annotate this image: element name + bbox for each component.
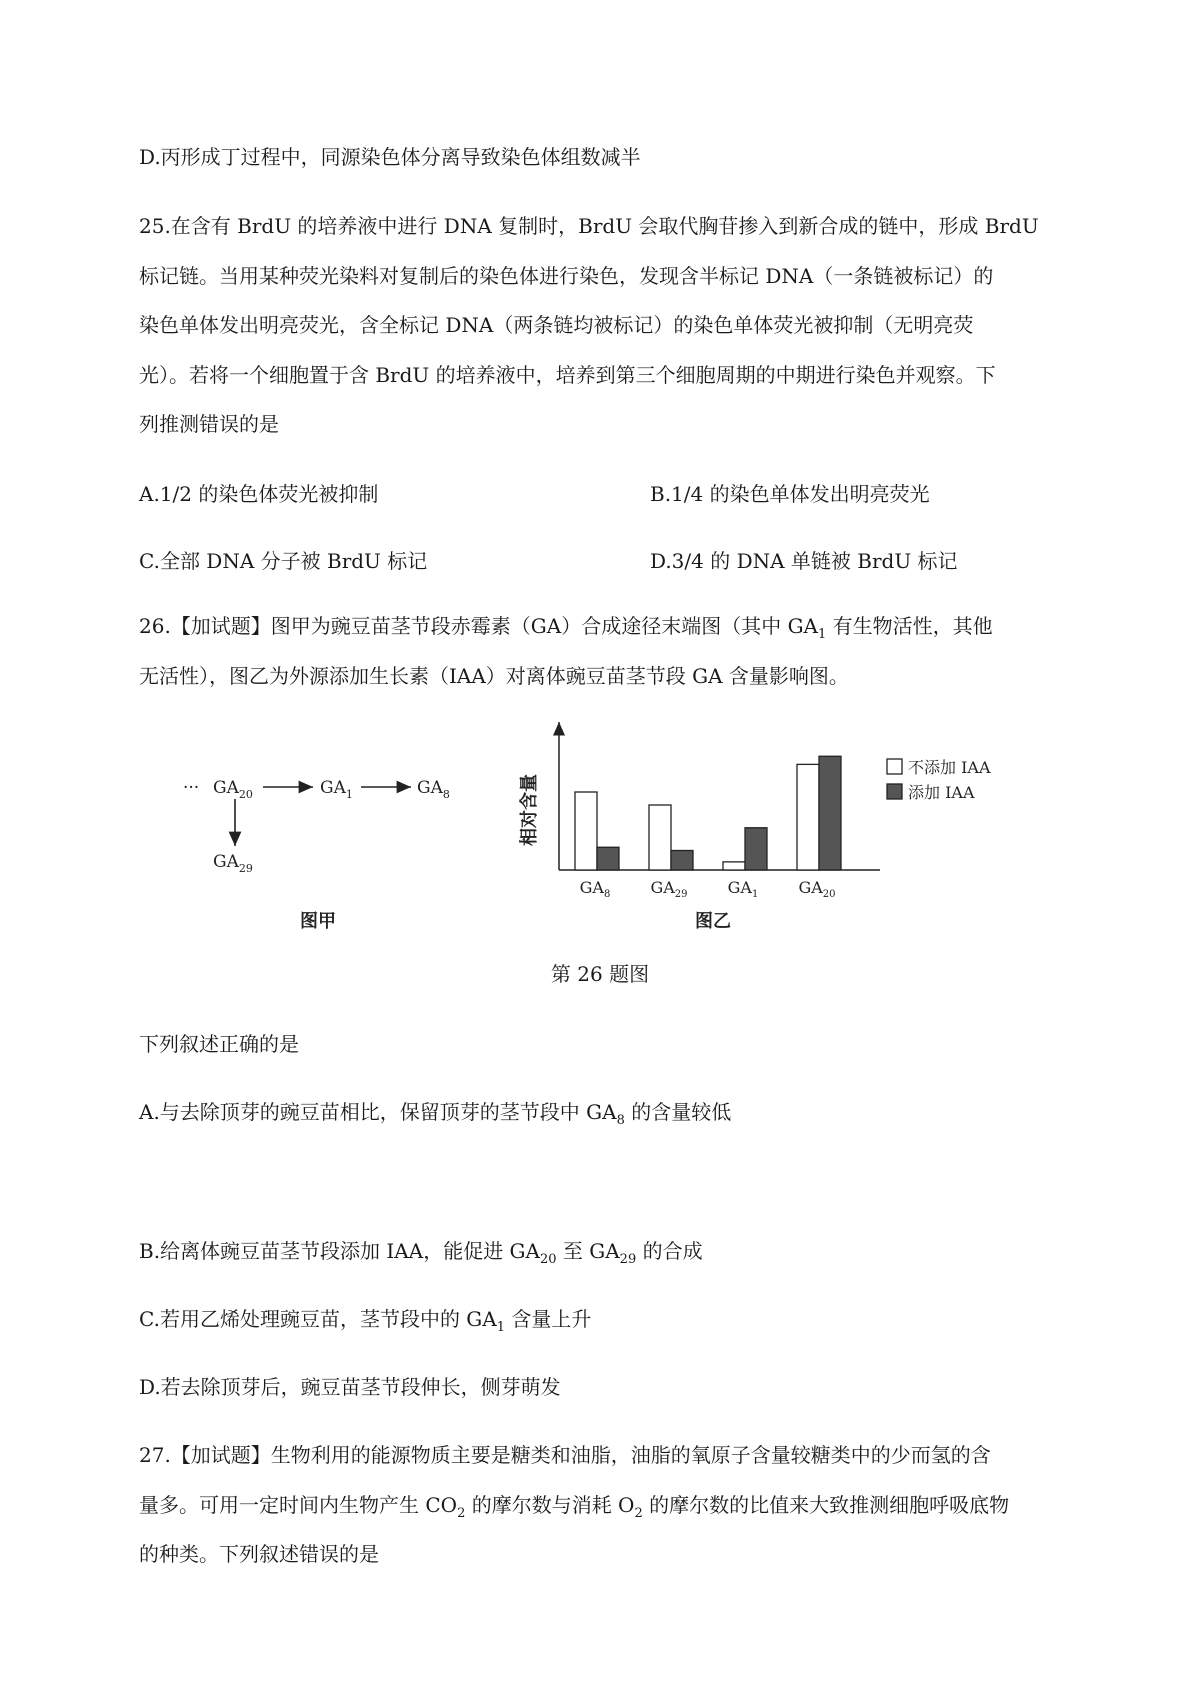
bar-chart: [518, 722, 991, 932]
q27-stem-line-1: 27.【加试题】生物利用的能源物质主要是糖类和油脂，油脂的氧原子含量较糖类中的少而氢的含: [139, 1443, 991, 1467]
figure-jia-caption: 图甲: [300, 911, 336, 932]
q26-option-a: A.与去除顶芽的豌豆苗相比，保留顶芽的茎节段中 $GA_8$ 的含量较低: [139, 1100, 732, 1128]
bar-ga8-series-2: [597, 847, 619, 870]
bar-ga29-series-1: [649, 805, 671, 870]
q25-option-d: D.3/4 的 DNA 单链被 BrdU 标记: [650, 549, 958, 573]
pathway-ga29: $GA_{29}$: [213, 852, 253, 875]
x-tick-label-ga1: $GA_1$: [727, 878, 759, 900]
q25-stem-line-3: 染色单体发出明亮荧光，含全标记 DNA（两条链均被标记）的染色单体荧光被抑制（无明亮荧: [139, 313, 974, 337]
x-tick-label-ga8: $GA_8$: [579, 878, 611, 900]
q25-stem-line-4: 光）。若将一个细胞置于含 BrdU 的培养液中，培养到第三个细胞周期的中期进行染色并观察。下: [139, 363, 996, 387]
q26-option-d: D.若去除顶芽后，豌豆苗茎节段伸长，侧芽萌发: [139, 1375, 561, 1399]
q26-option-b: B.给离体豌豆苗茎节段添加 IAA，能促进 $GA_{20}$ 至 $GA_{29}$ 的合成: [139, 1239, 703, 1267]
bar-ga8-series-1: [575, 792, 597, 870]
pathway-ga8: $GA_8$: [417, 778, 450, 801]
q26-figure: [165, 700, 1025, 940]
legend: [887, 758, 991, 802]
x-tick-label-ga20: $GA_{20}$: [798, 878, 836, 900]
q25-option-a: A.1/2 的染色体荧光被抑制: [139, 482, 379, 506]
q25-stem-line-5: 列推测错误的是: [139, 412, 279, 436]
legend-label-no-iaa: 不添加 IAA: [908, 758, 991, 777]
q26-stem-line-2: 无活性），图乙为外源添加生长素（IAA）对离体豌豆苗茎节段 GA 含量影响图。: [139, 664, 849, 688]
bar-ga20-series-2: [819, 756, 841, 870]
bar-ga1-series-2: [745, 828, 767, 870]
legend-swatch-no-iaa: [887, 759, 902, 774]
bar-ga20-series-1: [797, 764, 819, 870]
y-axis-label: 相对含量: [519, 774, 540, 846]
q25-stem-line-1: 25.在含有 BrdU 的培养液中进行 DNA 复制时，BrdU 会取代胸苷掺入到新合成的链中，形成 BrdU: [139, 214, 1039, 238]
legend-label-iaa: 添加 IAA: [908, 783, 975, 802]
q27-stem-line-2: 量多。可用一定时间内生物产生 $CO_2$ 的摩尔数与消耗 $O_2$ 的摩尔数的比值来大致推测细胞呼吸底物: [139, 1493, 1010, 1521]
q27-stem-line-3: 的种类。下列叙述错误的是: [139, 1542, 379, 1566]
pathway-diagram: [183, 778, 450, 932]
q25-option-c: C.全部 DNA 分子被 BrdU 标记: [139, 549, 428, 573]
q24-option-d: D.丙形成丁过程中，同源染色体分离导致染色体组数减半: [139, 145, 641, 169]
q25-option-b: B.1/4 的染色单体发出明亮荧光: [650, 482, 930, 506]
q26-stem-line-1: 26.【加试题】图甲为豌豆苗茎节段赤霉素（GA）合成途径末端图（其中 $GA_1$ 有生物活性，其他: [139, 614, 993, 642]
figure-caption: 第 26 题图: [550, 962, 650, 986]
pathway-start: ···: [183, 778, 200, 798]
legend-swatch-iaa: [887, 784, 902, 799]
bar-ga29-series-2: [671, 851, 693, 871]
bar-ga1-series-1: [723, 862, 745, 870]
x-tick-label-ga29: $GA_{29}$: [650, 878, 688, 900]
q26-question: 下列叙述正确的是: [139, 1032, 299, 1056]
q26-option-c: C.若用乙烯处理豌豆苗，茎节段中的 $GA_1$ 含量上升: [139, 1307, 592, 1335]
figure-yi-caption: 图乙: [695, 911, 731, 932]
q25-stem-line-2: 标记链。当用某种荧光染料对复制后的染色体进行染色，发现含半标记 DNA（一条链被标记）的: [139, 264, 994, 288]
pathway-ga1: $GA_1$: [320, 778, 353, 801]
pathway-ga20: $GA_{20}$: [213, 778, 253, 801]
